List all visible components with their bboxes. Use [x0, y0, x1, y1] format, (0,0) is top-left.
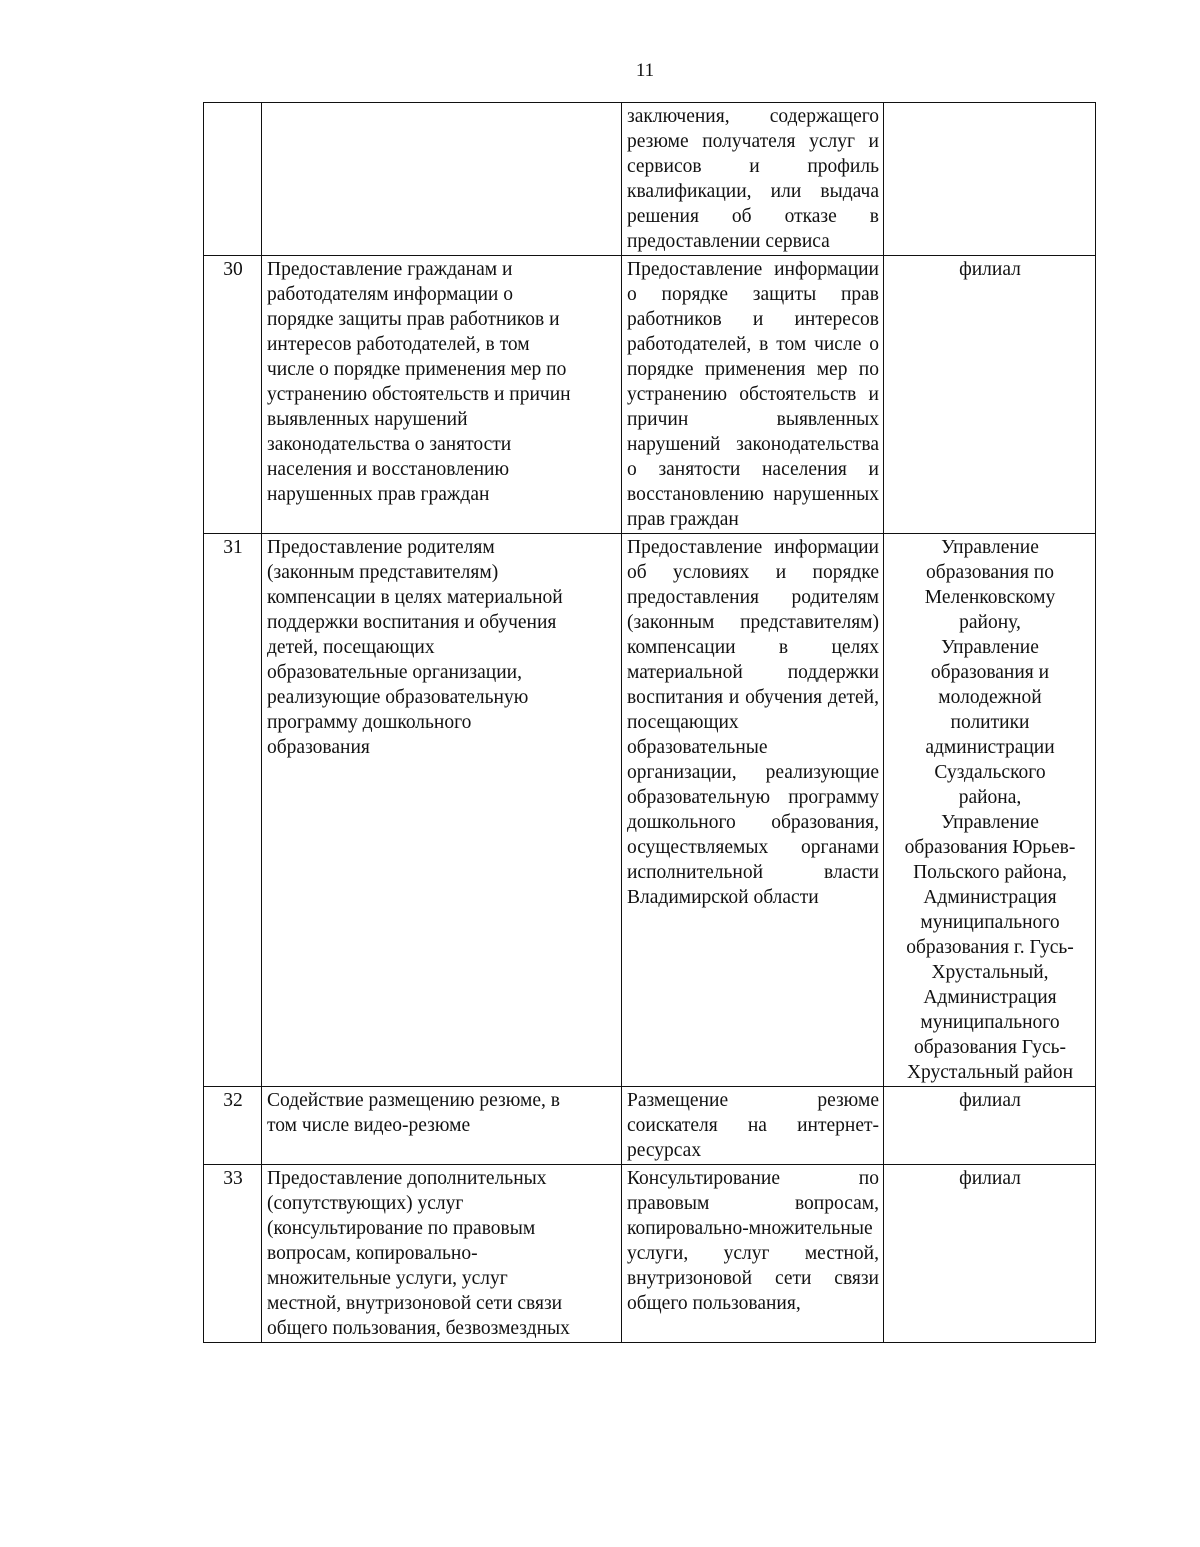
provider-line: Администрация: [923, 887, 1057, 908]
row-number: 31: [204, 534, 262, 1087]
service-name-line: том числе видео-резюме: [267, 1115, 471, 1136]
service-name-line: (сопутствующих) услуг: [267, 1193, 464, 1214]
service-name-line: порядке защиты прав работников и: [267, 309, 560, 330]
service-name-line: образовательные организации,: [267, 662, 522, 683]
services-table: [203, 102, 1096, 1343]
provider-cell: [884, 534, 1096, 1087]
provider-line: образования и: [930, 662, 1050, 683]
service-name-line: множительные услуги, услуг: [267, 1268, 508, 1289]
service-name-line: населения и восстановлению: [267, 459, 510, 480]
table-row: [204, 1165, 1096, 1343]
service-name-line: интересов работодателей, в том: [267, 334, 530, 355]
service-name-line: (законным представителям): [267, 562, 499, 583]
provider-line: муниципального: [920, 912, 1060, 933]
provider-line: Польского района,: [913, 862, 1067, 883]
service-name-line: законодательства о занятости: [267, 434, 512, 455]
provider-line: образования Гусь-: [913, 1037, 1067, 1058]
row-number: 32: [204, 1087, 262, 1165]
service-result-cell: [622, 534, 884, 1087]
service-name-cell: [262, 256, 622, 534]
service-name-cell: [262, 1165, 622, 1343]
service-name-cell: [262, 1087, 622, 1165]
service-name-line: выявленных нарушений: [267, 409, 468, 430]
provider-line: Хрустальный район: [906, 1062, 1074, 1083]
provider-line: Администрация: [923, 987, 1057, 1008]
service-name-line: Предоставление гражданам и: [267, 259, 513, 280]
provider-line: Управление: [941, 537, 1039, 558]
service-name-line: образования: [267, 737, 370, 758]
service-result-cell: [622, 103, 884, 256]
provider-line: району,: [959, 612, 1021, 633]
service-name-line: программу дошкольного: [267, 712, 472, 733]
service-name-line: (консультирование по правовым: [267, 1218, 536, 1239]
service-name-line: устранению обстоятельств и причин: [267, 384, 571, 405]
service-name-line: общего пользования, безвозмездных: [267, 1318, 570, 1339]
service-name-line: местной, внутризоновой сети связи: [267, 1293, 563, 1314]
service-name-line: работодателям информации о: [267, 284, 513, 305]
service-name-line: Предоставление родителям: [267, 537, 495, 558]
service-result-cell: [622, 1165, 884, 1343]
service-name-line: компенсации в целях материальной: [267, 587, 563, 608]
provider-line: молодежной: [938, 687, 1042, 708]
provider-cell: [884, 256, 1096, 534]
service-name-line: поддержки воспитания и обучения: [267, 612, 557, 633]
provider-line: филиал: [959, 259, 1021, 280]
row-number: 33: [204, 1165, 262, 1343]
provider-cell: [884, 103, 1096, 256]
service-name-line: детей, посещающих: [267, 637, 435, 658]
service-name-line: нарушенных прав граждан: [267, 484, 490, 505]
service-name-line: Содействие размещению резюме, в: [267, 1090, 560, 1111]
provider-line: образования Юрьев-: [904, 837, 1076, 858]
provider-line: района,: [958, 787, 1022, 808]
row-number: [204, 103, 262, 256]
service-name-line: реализующие образовательную: [267, 687, 529, 708]
row-number: 30: [204, 256, 262, 534]
table-row: [204, 103, 1096, 256]
provider-line: образования по: [926, 562, 1054, 583]
service-result-text: Размещение резюме соискателя на интернет-ресурсах: [627, 1090, 879, 1161]
provider-line: образования г. Гусь-: [906, 937, 1074, 958]
service-name-line: числе о порядке применения мер по: [267, 359, 567, 380]
table-row: [204, 256, 1096, 534]
service-name-cell: [262, 534, 622, 1087]
provider-line: муниципального: [920, 1012, 1060, 1033]
provider-line: Управление: [941, 637, 1039, 658]
service-name-cell: [262, 103, 622, 256]
provider-line: филиал: [959, 1090, 1021, 1111]
service-name-line: Предоставление дополнительных: [267, 1168, 547, 1189]
service-result-text: Консультирование по правовым вопросам, копировально-множительные услуги, услуг местной, внутризоновой сети связи общего пользования,: [627, 1168, 879, 1314]
provider-cell: [884, 1165, 1096, 1343]
service-result-text: заключения, содержащего резюме получателя услуг и сервисов и профиль квалификации, или выдача решения об отказе в предоставлении сервиса: [627, 106, 879, 252]
service-result-cell: [622, 256, 884, 534]
provider-line: Управление: [941, 812, 1039, 833]
provider-line: Меленковскому: [924, 587, 1056, 608]
table-row: [204, 1087, 1096, 1165]
table-body: [204, 103, 1096, 1343]
service-name-line: вопросам, копировально-: [267, 1243, 478, 1264]
service-result-text: Предоставление информации о порядке защиты прав работников и интересов работодателей, в том числе о порядке применения мер по устранению обстоятельств и причин выявленных нарушений законодательства о занятости населения и восстановлению нарушенных прав граждан: [627, 259, 879, 530]
provider-line: политики: [950, 712, 1030, 733]
provider-line: Суздальского: [934, 762, 1046, 783]
table-row: [204, 534, 1096, 1087]
service-result-cell: [622, 1087, 884, 1165]
page-number: 11: [635, 60, 655, 81]
provider-line: филиал: [959, 1168, 1021, 1189]
service-result-text: Предоставление информации об условиях и порядке предоставления родителям (законным представителям) компенсации в целях материальной поддержки воспитания и обучения детей, посещающих образовательные организации, реализующие образовательную программу дошкольного образования, осуществляемых органами исполнительной власти Владимирской области: [627, 537, 879, 908]
provider-line: администрации: [925, 737, 1055, 758]
provider-cell: [884, 1087, 1096, 1165]
provider-line: Хрустальный,: [931, 962, 1049, 983]
